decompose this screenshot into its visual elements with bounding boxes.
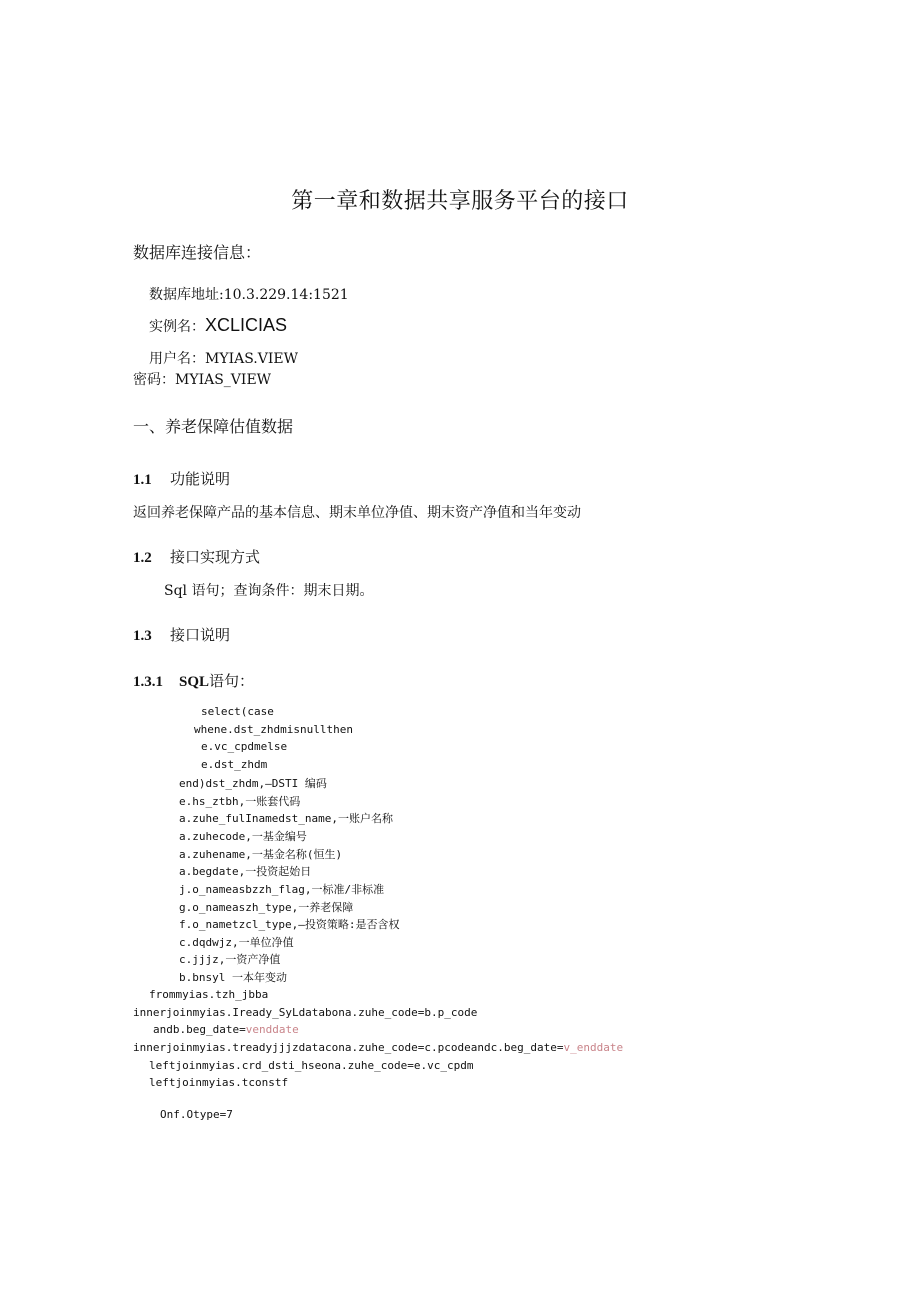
sql-line <box>153 1023 299 1036</box>
chapter-heading: 一、养老保障估值数据 <box>133 417 294 436</box>
sql-line: frommyias.tzh_jbba <box>149 988 269 1001</box>
sql-line: a.zuhe_fulInamedst_name,一账户名称 <box>179 812 393 825</box>
sql-line: g.o_nameaszh_type,一养老保障 <box>179 901 354 914</box>
sql-line: b.bnsyl 一本年变动 <box>179 971 287 984</box>
document-title: 第一章和数据共享服务平台的接口 <box>291 189 629 214</box>
section-1-2-body: Sql 语句；查询条件：期末日期。 <box>164 583 374 599</box>
sql-line: e.dst_zhdm <box>201 758 268 771</box>
sql-line: f.o_nametzcl_type,—投资策略:是否含权 <box>179 918 400 931</box>
section-title-rest: 语句： <box>209 672 255 690</box>
sql-line: innerjoinmyias.Iready_SyLdatabona.zuhe_code=b.p_code <box>133 1006 478 1019</box>
sql-line: select(case <box>201 705 274 718</box>
sql-line: a.zuhename,一基金名称(恒生) <box>179 848 343 861</box>
password-line: 密码：MYIAS_VIEW <box>133 372 272 388</box>
section-number: 1.3 <box>133 628 152 644</box>
section-number: 1.3.1 <box>133 674 163 690</box>
sql-variable: v_enddate <box>563 1041 624 1054</box>
section-title: 功能说明 <box>170 470 231 488</box>
section-number: 1.1 <box>133 472 152 488</box>
section-title: 接口说明 <box>170 626 231 644</box>
sql-line: c.dqdwjz,一单位净值 <box>179 936 294 949</box>
sql-line: e.hs_ztbh,一账套代码 <box>179 795 301 808</box>
section-1-3-1-heading <box>133 670 254 691</box>
sql-line: a.zuhecode,一基金编号 <box>179 830 307 843</box>
sql-line: j.o_nameasbzzh_flag,一标准/非标准 <box>179 883 385 896</box>
sql-line: whene.dst_zhdmisnullthen <box>194 723 353 736</box>
sql-line: end)dst_zhdm,—DSTI 编码 <box>179 777 327 790</box>
sql-line: Onf.Otype=7 <box>160 1108 233 1121</box>
section-1-3-heading <box>133 624 230 645</box>
db-address: 数据库地址:10.3.229.14:1521 <box>149 287 349 303</box>
sql-variable: venddate <box>245 1023 299 1036</box>
sql-text: innerjoinmyias.treadyjjjzdatacona.zuhe_code=c.pcodeandc.beg_date= <box>133 1041 564 1054</box>
sql-line <box>133 1041 623 1054</box>
sql-line: leftjoinmyias.crd_dsti_hseona.zuhe_code=e.vc_cpdm <box>149 1059 474 1072</box>
username-line: 用户名：MYIAS.VIEW <box>149 351 299 367</box>
sql-line: a.begdate,一投资起始日 <box>179 865 312 878</box>
section-1-1-body: 返回养老保障产品的基本信息、期末单位净值、期末资产净值和当年变动 <box>133 505 581 521</box>
sql-line: c.jjjz,一资产净值 <box>179 953 281 966</box>
section-1-2-heading <box>133 546 260 567</box>
section-title: 接口实现方式 <box>170 548 261 566</box>
instance-label: 实例名： <box>149 319 205 335</box>
sql-line: e.vc_cpdmelse <box>201 740 288 753</box>
sql-line: leftjoinmyias.tconstf <box>149 1076 289 1089</box>
instance-value: XCLICIAS <box>205 315 288 335</box>
sql-text: andb.beg_date= <box>153 1023 246 1036</box>
section-number: 1.2 <box>133 550 152 566</box>
section-1-1-heading <box>133 468 230 489</box>
instance-name-line <box>149 315 287 336</box>
section-title-sql: SQL <box>179 674 210 690</box>
db-section-heading: 数据库连接信息： <box>133 243 262 262</box>
